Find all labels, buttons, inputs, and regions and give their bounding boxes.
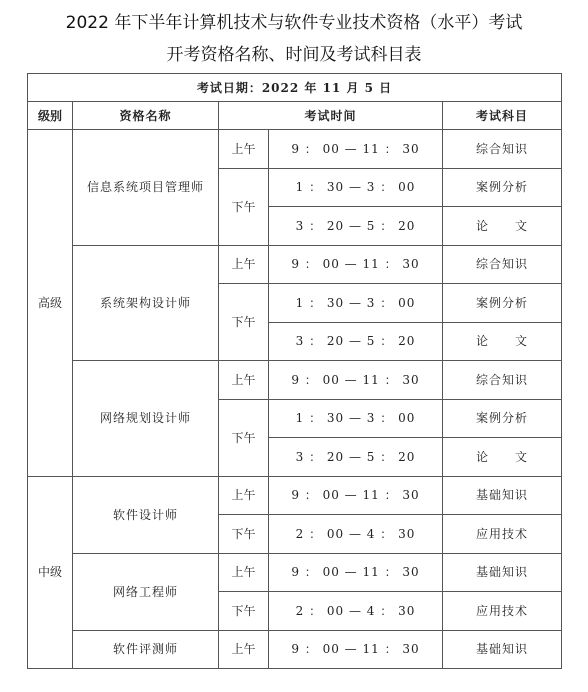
qualification-name: 信息系统项目管理师: [73, 130, 219, 246]
table-row: [28, 361, 562, 400]
exam-schedule-table: [27, 73, 562, 669]
exam-time: 3 ： 20 — 5 ： 20: [269, 207, 443, 246]
exam-subject: 论 文: [443, 322, 562, 361]
session-period: 下午: [219, 592, 269, 631]
table-row: [28, 245, 562, 284]
session-period: 上午: [219, 630, 269, 669]
exam-time: 1 ： 30 — 3 ： 00: [269, 399, 443, 438]
exam-subject: 基础知识: [443, 630, 562, 669]
session-period: 下午: [219, 399, 269, 476]
qualification-name: 系统架构设计师: [73, 245, 219, 361]
session-period: 上午: [219, 245, 269, 284]
table-row: [28, 553, 562, 592]
level-cell: 高级: [28, 130, 73, 477]
session-period: 上午: [219, 361, 269, 400]
exam-subject: 论 文: [443, 438, 562, 477]
exam-subject: 案例分析: [443, 399, 562, 438]
exam-time: 2 ： 00 — 4 ： 30: [269, 515, 443, 554]
table-row: [28, 630, 562, 669]
qualification-name: 网络工程师: [73, 553, 219, 630]
table-row: [28, 476, 562, 515]
exam-time: 9 ： 00 — 11 ： 30: [269, 130, 443, 169]
exam-time: 9 ： 00 — 11 ： 30: [269, 553, 443, 592]
session-period: 下午: [219, 168, 269, 245]
header-subject: 考试科目: [443, 102, 562, 130]
table-row: [28, 130, 562, 169]
header-qualification: 资格名称: [73, 102, 219, 130]
header-level: 级别: [28, 102, 73, 130]
exam-time: 2 ： 00 — 4 ： 30: [269, 592, 443, 631]
session-period: 上午: [219, 553, 269, 592]
level-cell: 中级: [28, 476, 73, 669]
table-body: [28, 74, 562, 669]
header-time: 考试时间: [219, 102, 443, 130]
exam-date-row: [28, 74, 562, 102]
exam-subject: 综合知识: [443, 361, 562, 400]
exam-subject: 论 文: [443, 207, 562, 246]
session-period: 上午: [219, 130, 269, 169]
exam-time: 9 ： 00 — 11 ： 30: [269, 361, 443, 400]
exam-time: 9 ： 00 — 11 ： 30: [269, 476, 443, 515]
exam-time: 1 ： 30 — 3 ： 00: [269, 168, 443, 207]
exam-time: 9 ： 00 — 11 ： 30: [269, 630, 443, 669]
qualification-name: 软件评测师: [73, 630, 219, 669]
exam-subject: 应用技术: [443, 592, 562, 631]
session-period: 下午: [219, 284, 269, 361]
exam-time: 3 ： 20 — 5 ： 20: [269, 322, 443, 361]
exam-subject: 案例分析: [443, 284, 562, 323]
header-row: [28, 102, 562, 130]
exam-subject: 综合知识: [443, 130, 562, 169]
exam-time: 1 ： 30 — 3 ： 00: [269, 284, 443, 323]
exam-time: 3 ： 20 — 5 ： 20: [269, 438, 443, 477]
exam-subject: 综合知识: [443, 245, 562, 284]
exam-subject: 基础知识: [443, 476, 562, 515]
exam-subject: 案例分析: [443, 168, 562, 207]
exam-subject: 应用技术: [443, 515, 562, 554]
exam-subject: 基础知识: [443, 553, 562, 592]
exam-date: 考试日期：2022 年 11 月 5 日: [28, 74, 562, 102]
session-period: 上午: [219, 476, 269, 515]
qualification-name: 软件设计师: [73, 476, 219, 553]
page-title: 2022 年下半年计算机技术与软件专业技术资格（水平）考试: [65, 13, 523, 33]
page-subtitle: 开考资格名称、时间及考试科目表: [166, 45, 422, 65]
session-period: 下午: [219, 515, 269, 554]
exam-time: 9 ： 00 — 11 ： 30: [269, 245, 443, 284]
qualification-name: 网络规划设计师: [73, 361, 219, 477]
